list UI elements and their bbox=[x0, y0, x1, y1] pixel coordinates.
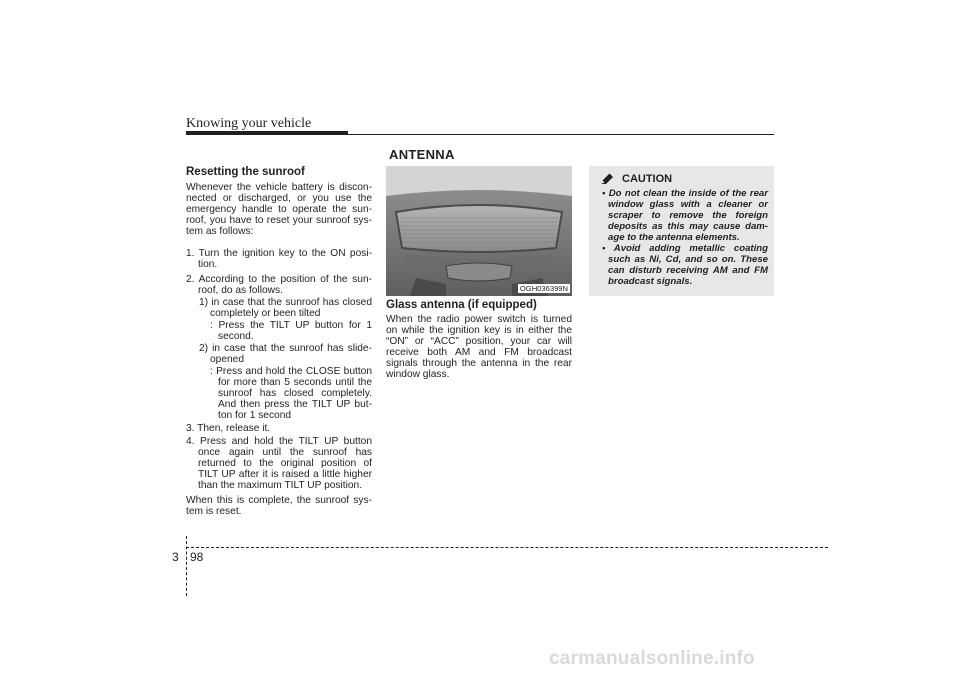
pencil-icon bbox=[600, 173, 614, 185]
caution-box bbox=[589, 166, 774, 296]
step-2-case-1-action: : Press the TILT UP button for 1 second. bbox=[210, 320, 372, 342]
header-bar bbox=[186, 131, 348, 135]
rear-window-illustration bbox=[386, 166, 572, 296]
step-2-case-1: 1) in case that the sunroof has closed completely or been tilted bbox=[199, 297, 372, 319]
caution-title: CAUTION bbox=[622, 173, 673, 185]
step-2-case-2-action: : Press and hold the CLOSE button for more than 5 seconds until the sunroof has closed completely. And then press the TILT UP but-ton for 1 second bbox=[210, 366, 372, 421]
step-4: 4. Press and hold the TILT UP button once again until the sunroof has returned to the original position of TILT UP after it is raised a little higher than the maximum TILT UP position. bbox=[186, 436, 372, 491]
header-rule bbox=[348, 134, 774, 135]
footer-divider bbox=[186, 536, 187, 596]
footer-rule bbox=[186, 547, 828, 548]
antenna-section-title: ANTENNA bbox=[389, 147, 455, 162]
caution-item: • Avoid adding metallic coating such as Ni, Cd, and so on. These can disturb receiving AM and FM broadcast signals. bbox=[602, 243, 768, 287]
step-1: 1. Turn the ignition key to the ON posi-tion. bbox=[186, 248, 372, 270]
step-2-case-2: 2) in case that the sunroof has slide-opened bbox=[199, 343, 372, 365]
intro-paragraph: Whenever the vehicle battery is discon-nected or discharged, or you use the emergency handle to operate the sun-roof, you have to reset your sunroof sys-tem as follows: bbox=[186, 182, 372, 237]
step-2: 2. According to the position of the sun-roof, do as follows. bbox=[186, 274, 372, 296]
caution-header bbox=[600, 173, 672, 185]
rear-window-photo bbox=[386, 166, 572, 296]
page-number: 98 bbox=[190, 550, 204, 564]
photo-caption: OGH036399N bbox=[519, 284, 568, 293]
glass-antenna-heading: Glass antenna (if equipped) bbox=[386, 299, 537, 311]
outro-paragraph: When this is complete, the sunroof sys-tem is reset. bbox=[186, 495, 372, 517]
sunroof-reset-heading: Resetting the sunroof bbox=[186, 166, 305, 178]
glass-antenna-body: When the radio power switch is turned on while the ignition key is in either the “ON” or “ACC” position, your car will receive both AM and FM broadcast signals through the antenna in the rear window glass. bbox=[386, 314, 572, 380]
sunroof-reset-column bbox=[186, 166, 372, 517]
caution-list bbox=[594, 188, 768, 287]
step-3: 3. Then, release it. bbox=[186, 423, 271, 434]
chapter-number: 3 bbox=[172, 550, 179, 564]
glass-antenna-column bbox=[386, 299, 572, 380]
caution-item: • Do not clean the inside of the rear window glass with a cleaner or scraper to remove the foreign deposits as this may cause dam-age to the antenna elements. bbox=[602, 188, 768, 243]
watermark: carmanualsonline.info bbox=[549, 648, 755, 669]
page-header-title: Knowing your vehicle bbox=[186, 116, 312, 131]
